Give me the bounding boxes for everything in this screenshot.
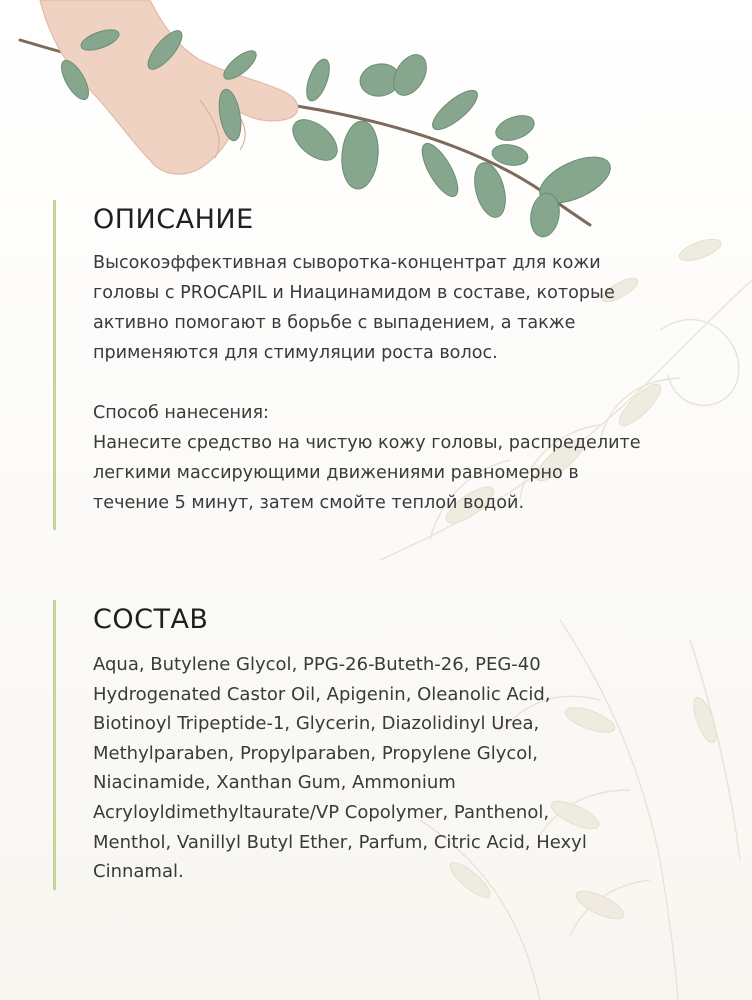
composition-line: Menthol, Vanillyl Butyl Ether, Parfum, Citric Acid, Hexyl — [93, 831, 587, 853]
composition-line: Aqua, Butylene Glycol, PPG-26-Buteth-26, PEG-40 — [93, 654, 541, 675]
composition-line: Acryloyldimethyltaurate/VP Copolymer, Panthenol, — [93, 801, 550, 823]
description-line: Высокоэффективная сыворотка-концентрат для кожи — [93, 253, 601, 273]
method-line: легкими массирующими движениями равномерно в — [93, 463, 579, 483]
composition-heading: СОСТАВ — [93, 604, 209, 635]
composition-line: Biotinoyl Tripeptide-1, Glycerin, Diazolidinyl Urea, — [93, 713, 540, 735]
description-line: применяются для стимуляции роста волос. — [93, 343, 498, 363]
method-line: течение 5 минут, затем смойте теплой водой. — [93, 493, 525, 513]
description-text — [93, 248, 733, 368]
description-heading: ОПИСАНИЕ — [93, 204, 254, 235]
composition-line: Niacinamide, Xanthan Gum, Ammonium — [93, 772, 456, 794]
description-accent-bar — [53, 200, 56, 530]
composition-line: Methylparaben, Propylparaben, Propylene Glycol, — [93, 742, 538, 764]
description-line: активно помогают в борьбе с выпадением, а также — [93, 313, 576, 333]
composition-line: Hydrogenated Castor Oil, Apigenin, Oleanolic Acid, — [93, 683, 551, 705]
method-label: Способ нанесения: — [93, 403, 269, 423]
description-line: головы с PROCAPIL и Ниацинамидом в составе, которые — [93, 283, 615, 303]
method-line: Нанесите средство на чистую кожу головы, распределите — [93, 433, 641, 453]
method-text — [93, 428, 733, 518]
composition-text — [93, 650, 693, 887]
composition-line: Cinnamal. — [93, 861, 184, 883]
composition-accent-bar — [53, 600, 56, 890]
